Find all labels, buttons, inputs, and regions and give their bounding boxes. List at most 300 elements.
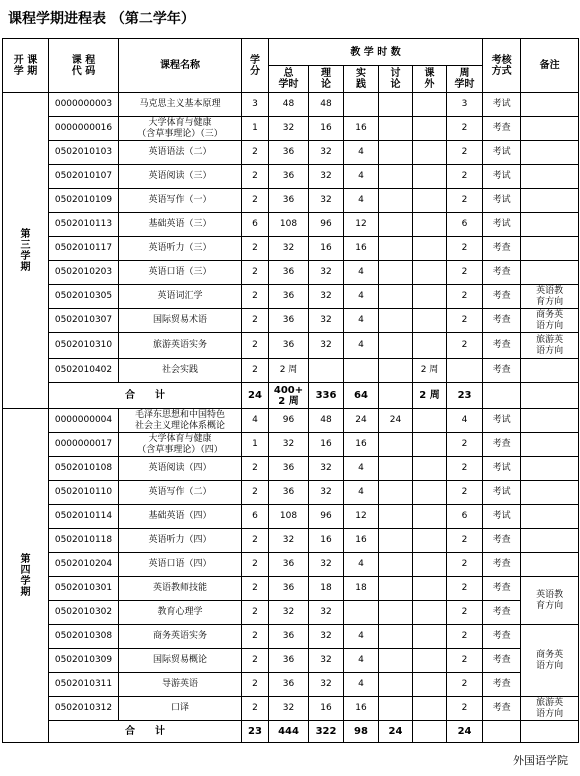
course-code: 0502010302 <box>49 601 119 625</box>
exam-method: 考查 <box>483 333 521 359</box>
header-weekly-hours: 周 学时 <box>447 66 483 93</box>
total-credit: 23 <box>242 721 269 743</box>
theory-hours: 16 <box>309 697 344 721</box>
total-hours: 2 周 <box>269 359 309 383</box>
exam-method: 考查 <box>483 309 521 333</box>
credit: 2 <box>242 141 269 165</box>
practice-hours: 4 <box>344 141 379 165</box>
discussion-hours <box>379 625 413 649</box>
discussion-hours <box>379 261 413 285</box>
course-name: 毛泽东思想和中国特色 社会主义理论体系概论 <box>119 409 242 433</box>
discussion-hours <box>379 165 413 189</box>
extracurricular-hours <box>413 285 447 309</box>
credit: 2 <box>242 189 269 213</box>
credit: 4 <box>242 409 269 433</box>
credit: 2 <box>242 673 269 697</box>
course-code: 0502010301 <box>49 577 119 601</box>
course-code: 0000000003 <box>49 93 119 117</box>
course-code: 0000000004 <box>49 409 119 433</box>
practice-hours: 4 <box>344 333 379 359</box>
weekly-hours: 2 <box>447 673 483 697</box>
course-schedule-table <box>2 38 579 743</box>
total-hours: 36 <box>269 261 309 285</box>
practice-hours <box>344 359 379 383</box>
theory-hours: 16 <box>309 529 344 553</box>
extracurricular-hours <box>413 333 447 359</box>
theory-hours: 32 <box>309 165 344 189</box>
total-hours: 48 <box>269 93 309 117</box>
header-teaching-hours: 教 学 时 数 <box>269 39 483 66</box>
table-row <box>3 625 579 649</box>
credit: 2 <box>242 601 269 625</box>
exam-method: 考试 <box>483 165 521 189</box>
extracurricular-hours <box>413 237 447 261</box>
course-name: 英语听力（三） <box>119 237 242 261</box>
weekly-hours: 2 <box>447 165 483 189</box>
discussion-hours <box>379 93 413 117</box>
discussion-hours <box>379 529 413 553</box>
total-hours: 32 <box>269 433 309 457</box>
total-credit: 24 <box>242 383 269 409</box>
exam-method: 考查 <box>483 601 521 625</box>
remark-note: 旅游英 语方向 <box>521 697 579 721</box>
total-row <box>3 721 579 743</box>
practice-hours: 16 <box>344 697 379 721</box>
credit: 2 <box>242 309 269 333</box>
weekly-hours: 6 <box>447 505 483 529</box>
header-semester: 开 课 学 期 <box>3 39 49 93</box>
credit: 2 <box>242 553 269 577</box>
discussion-hours <box>379 333 413 359</box>
practice-hours: 16 <box>344 117 379 141</box>
theory-hours: 16 <box>309 433 344 457</box>
theory-hours: 18 <box>309 577 344 601</box>
extracurricular-hours <box>413 673 447 697</box>
header-practice: 实 践 <box>344 66 379 93</box>
weekly-hours: 2 <box>447 625 483 649</box>
practice-hours: 4 <box>344 649 379 673</box>
total-theory: 322 <box>309 721 344 743</box>
total-hours: 108 <box>269 213 309 237</box>
discussion-hours <box>379 481 413 505</box>
total-hours: 32 <box>269 117 309 141</box>
remark-empty <box>521 117 579 141</box>
remark-note: 商务英 语方向 <box>521 625 579 697</box>
total-label: 合 计 <box>49 721 242 743</box>
weekly-hours: 2 <box>447 261 483 285</box>
practice-hours: 4 <box>344 261 379 285</box>
discussion-hours <box>379 309 413 333</box>
course-name: 英语写作（二） <box>119 481 242 505</box>
remark-empty <box>521 409 579 433</box>
total-hours: 36 <box>269 285 309 309</box>
total-extra <box>413 721 447 743</box>
remark-empty <box>521 457 579 481</box>
table-row <box>3 117 579 141</box>
credit: 6 <box>242 213 269 237</box>
header-theory: 理 论 <box>309 66 344 93</box>
course-name: 英语词汇学 <box>119 285 242 309</box>
total-remark-empty <box>521 721 579 743</box>
page-title: 课程学期进程表 （第二学年） <box>8 11 195 27</box>
total-remark-empty <box>521 383 579 409</box>
course-code: 0502010107 <box>49 165 119 189</box>
discussion-hours <box>379 649 413 673</box>
credit: 2 <box>242 529 269 553</box>
practice-hours: 16 <box>344 237 379 261</box>
course-name: 导游英语 <box>119 673 242 697</box>
exam-method: 考查 <box>483 697 521 721</box>
total-hours: 32 <box>269 529 309 553</box>
weekly-hours: 2 <box>447 189 483 213</box>
total-label: 合 计 <box>49 383 242 409</box>
extracurricular-hours <box>413 409 447 433</box>
table-row <box>3 577 579 601</box>
extracurricular-hours <box>413 213 447 237</box>
exam-method: 考试 <box>483 213 521 237</box>
practice-hours: 4 <box>344 481 379 505</box>
exam-method: 考查 <box>483 359 521 383</box>
discussion-hours <box>379 213 413 237</box>
total-exam-empty <box>483 383 521 409</box>
course-name: 英语口语（四） <box>119 553 242 577</box>
practice-hours: 12 <box>344 213 379 237</box>
discussion-hours: 24 <box>379 409 413 433</box>
theory-hours: 96 <box>309 213 344 237</box>
exam-method: 考查 <box>483 237 521 261</box>
credit: 2 <box>242 577 269 601</box>
total-hours: 36 <box>269 141 309 165</box>
discussion-hours <box>379 117 413 141</box>
discussion-hours <box>379 601 413 625</box>
course-code: 0502010311 <box>49 673 119 697</box>
total-hours: 32 <box>269 237 309 261</box>
total-practice: 98 <box>344 721 379 743</box>
theory-hours: 32 <box>309 141 344 165</box>
table-row <box>3 285 579 309</box>
course-name: 英语口语（三） <box>119 261 242 285</box>
total-exam-empty <box>483 721 521 743</box>
total-hours: 36 <box>269 577 309 601</box>
practice-hours: 12 <box>344 505 379 529</box>
remark-note: 商务英 语方向 <box>521 309 579 333</box>
table-row <box>3 141 579 165</box>
course-code: 0502010114 <box>49 505 119 529</box>
weekly-hours: 2 <box>447 529 483 553</box>
credit: 2 <box>242 481 269 505</box>
practice-hours: 4 <box>344 553 379 577</box>
table-row <box>3 93 579 117</box>
header-course-name: 课程名称 <box>119 39 242 93</box>
course-name: 国际贸易术语 <box>119 309 242 333</box>
course-code: 0502010103 <box>49 141 119 165</box>
total-hours: 32 <box>269 601 309 625</box>
theory-hours: 48 <box>309 93 344 117</box>
course-name: 国际贸易概论 <box>119 649 242 673</box>
total-hours: 36 <box>269 189 309 213</box>
course-name: 商务英语实务 <box>119 625 242 649</box>
exam-method: 考试 <box>483 409 521 433</box>
weekly-hours: 2 <box>447 141 483 165</box>
theory-hours: 32 <box>309 333 344 359</box>
extracurricular-hours <box>413 189 447 213</box>
exam-method: 考查 <box>483 285 521 309</box>
theory-hours: 32 <box>309 553 344 577</box>
weekly-hours: 2 <box>447 433 483 457</box>
course-code: 0000000016 <box>49 117 119 141</box>
practice-hours: 4 <box>344 625 379 649</box>
course-name: 大学体育与健康 （含草事理论）（四） <box>119 433 242 457</box>
total-practice: 64 <box>344 383 379 409</box>
course-code: 0502010402 <box>49 359 119 383</box>
course-name: 马克思主义基本原理 <box>119 93 242 117</box>
discussion-hours <box>379 237 413 261</box>
extracurricular-hours <box>413 697 447 721</box>
course-code: 0502010312 <box>49 697 119 721</box>
exam-method: 考查 <box>483 577 521 601</box>
theory-hours: 16 <box>309 237 344 261</box>
practice-hours: 4 <box>344 285 379 309</box>
header-exam-method: 考核 方式 <box>483 39 521 93</box>
total-discussion: 24 <box>379 721 413 743</box>
discussion-hours <box>379 577 413 601</box>
weekly-hours: 2 <box>447 649 483 673</box>
extracurricular-hours <box>413 553 447 577</box>
table-row <box>3 433 579 457</box>
practice-hours <box>344 93 379 117</box>
exam-method: 考查 <box>483 261 521 285</box>
exam-method: 考查 <box>483 553 521 577</box>
extracurricular-hours <box>413 601 447 625</box>
table-row <box>3 601 579 625</box>
table-row <box>3 237 579 261</box>
table-row <box>3 697 579 721</box>
weekly-hours: 6 <box>447 213 483 237</box>
weekly-hours: 2 <box>447 237 483 261</box>
course-name: 教育心理学 <box>119 601 242 625</box>
course-name: 英语教师技能 <box>119 577 242 601</box>
table-row <box>3 189 579 213</box>
exam-method: 考查 <box>483 673 521 697</box>
theory-hours: 96 <box>309 505 344 529</box>
practice-hours: 4 <box>344 189 379 213</box>
course-name: 英语语法（二） <box>119 141 242 165</box>
discussion-hours <box>379 433 413 457</box>
remark-empty <box>521 165 579 189</box>
total-hours: 36 <box>269 649 309 673</box>
theory-hours: 32 <box>309 649 344 673</box>
credit: 2 <box>242 359 269 383</box>
discussion-hours <box>379 141 413 165</box>
extracurricular-hours: 2 周 <box>413 359 447 383</box>
theory-hours: 32 <box>309 601 344 625</box>
header-course-code: 课 程 代 码 <box>49 39 119 93</box>
course-name: 英语写作（一） <box>119 189 242 213</box>
semester-label: 第 四 学 期 <box>3 409 49 743</box>
remark-note: 旅游英 语方向 <box>521 333 579 359</box>
theory-hours: 32 <box>309 457 344 481</box>
remark-empty <box>521 261 579 285</box>
course-code: 0502010108 <box>49 457 119 481</box>
credit: 2 <box>242 333 269 359</box>
extracurricular-hours <box>413 141 447 165</box>
theory-hours: 48 <box>309 409 344 433</box>
weekly-hours: 4 <box>447 409 483 433</box>
weekly-hours: 2 <box>447 117 483 141</box>
table-row <box>3 505 579 529</box>
weekly-hours: 3 <box>447 93 483 117</box>
extracurricular-hours <box>413 261 447 285</box>
theory-hours: 16 <box>309 117 344 141</box>
semester-label: 第 三 学 期 <box>3 93 49 409</box>
remark-empty <box>521 237 579 261</box>
course-code: 0502010305 <box>49 285 119 309</box>
exam-method: 考试 <box>483 505 521 529</box>
total-hours: 108 <box>269 505 309 529</box>
exam-method: 考试 <box>483 457 521 481</box>
theory-hours: 32 <box>309 261 344 285</box>
extracurricular-hours <box>413 457 447 481</box>
course-name: 社会实践 <box>119 359 242 383</box>
course-code: 0502010310 <box>49 333 119 359</box>
weekly-hours: 2 <box>447 601 483 625</box>
course-code: 0502010308 <box>49 625 119 649</box>
exam-method: 考查 <box>483 117 521 141</box>
total-hours: 96 <box>269 409 309 433</box>
total-hours: 36 <box>269 673 309 697</box>
extracurricular-hours <box>413 117 447 141</box>
practice-hours: 4 <box>344 309 379 333</box>
course-name: 基础英语（三） <box>119 213 242 237</box>
total-weekly: 23 <box>447 383 483 409</box>
total-total: 444 <box>269 721 309 743</box>
total-extra: 2 周 <box>413 383 447 409</box>
total-hours: 36 <box>269 553 309 577</box>
extracurricular-hours <box>413 649 447 673</box>
table-row <box>3 213 579 237</box>
table-row <box>3 457 579 481</box>
header-credit: 学 分 <box>242 39 269 93</box>
discussion-hours <box>379 359 413 383</box>
discussion-hours <box>379 553 413 577</box>
total-hours: 36 <box>269 481 309 505</box>
remark-empty <box>521 93 579 117</box>
discussion-hours <box>379 673 413 697</box>
remark-empty <box>521 213 579 237</box>
table-row <box>3 673 579 697</box>
weekly-hours: 2 <box>447 697 483 721</box>
table-row <box>3 649 579 673</box>
weekly-hours: 2 <box>447 309 483 333</box>
credit: 2 <box>242 261 269 285</box>
practice-hours: 16 <box>344 529 379 553</box>
header-discussion: 讨 论 <box>379 66 413 93</box>
exam-method: 考查 <box>483 625 521 649</box>
total-hours: 36 <box>269 165 309 189</box>
table-row <box>3 359 579 383</box>
discussion-hours <box>379 697 413 721</box>
course-code: 0502010309 <box>49 649 119 673</box>
practice-hours: 18 <box>344 577 379 601</box>
course-code: 0502010117 <box>49 237 119 261</box>
practice-hours <box>344 601 379 625</box>
remark-note: 英语教 育方向 <box>521 577 579 625</box>
credit: 1 <box>242 433 269 457</box>
total-discussion <box>379 383 413 409</box>
weekly-hours: 2 <box>447 481 483 505</box>
credit: 1 <box>242 117 269 141</box>
extracurricular-hours <box>413 577 447 601</box>
theory-hours: 32 <box>309 481 344 505</box>
table-row <box>3 261 579 285</box>
theory-hours: 32 <box>309 309 344 333</box>
course-code: 0502010307 <box>49 309 119 333</box>
remark-empty <box>521 359 579 383</box>
theory-hours: 32 <box>309 189 344 213</box>
remark-empty <box>521 553 579 577</box>
table-row <box>3 481 579 505</box>
table-row <box>3 409 579 433</box>
total-hours: 36 <box>269 457 309 481</box>
discussion-hours <box>379 457 413 481</box>
credit: 2 <box>242 649 269 673</box>
extracurricular-hours <box>413 165 447 189</box>
total-theory: 336 <box>309 383 344 409</box>
credit: 6 <box>242 505 269 529</box>
header-extracurricular: 课 外 <box>413 66 447 93</box>
course-name: 大学体育与健康 （含草事理论）（三） <box>119 117 242 141</box>
credit: 2 <box>242 165 269 189</box>
weekly-hours: 2 <box>447 577 483 601</box>
credit: 3 <box>242 93 269 117</box>
remark-empty <box>521 189 579 213</box>
course-name: 英语听力（四） <box>119 529 242 553</box>
header-remark: 备注 <box>521 39 579 93</box>
course-name: 基础英语（四） <box>119 505 242 529</box>
course-code: 0502010110 <box>49 481 119 505</box>
practice-hours: 4 <box>344 673 379 697</box>
footer-department: 外国语学院 <box>513 754 568 767</box>
course-code: 0502010109 <box>49 189 119 213</box>
remark-note: 英语教 育方向 <box>521 285 579 309</box>
theory-hours: 32 <box>309 625 344 649</box>
total-hours: 32 <box>269 697 309 721</box>
theory-hours: 32 <box>309 673 344 697</box>
table-row <box>3 333 579 359</box>
course-name: 英语阅读（三） <box>119 165 242 189</box>
weekly-hours: 2 <box>447 285 483 309</box>
exam-method: 考试 <box>483 481 521 505</box>
theory-hours: 32 <box>309 285 344 309</box>
total-hours: 36 <box>269 625 309 649</box>
credit: 2 <box>242 457 269 481</box>
exam-method: 考试 <box>483 93 521 117</box>
course-name: 旅游英语实务 <box>119 333 242 359</box>
exam-method: 考查 <box>483 529 521 553</box>
practice-hours: 16 <box>344 433 379 457</box>
exam-method: 考查 <box>483 649 521 673</box>
exam-method: 考试 <box>483 189 521 213</box>
total-hours: 36 <box>269 309 309 333</box>
weekly-hours: 2 <box>447 457 483 481</box>
practice-hours: 4 <box>344 457 379 481</box>
course-name: 口译 <box>119 697 242 721</box>
course-code: 0502010113 <box>49 213 119 237</box>
extracurricular-hours <box>413 625 447 649</box>
remark-empty <box>521 481 579 505</box>
extracurricular-hours <box>413 481 447 505</box>
table-row <box>3 529 579 553</box>
